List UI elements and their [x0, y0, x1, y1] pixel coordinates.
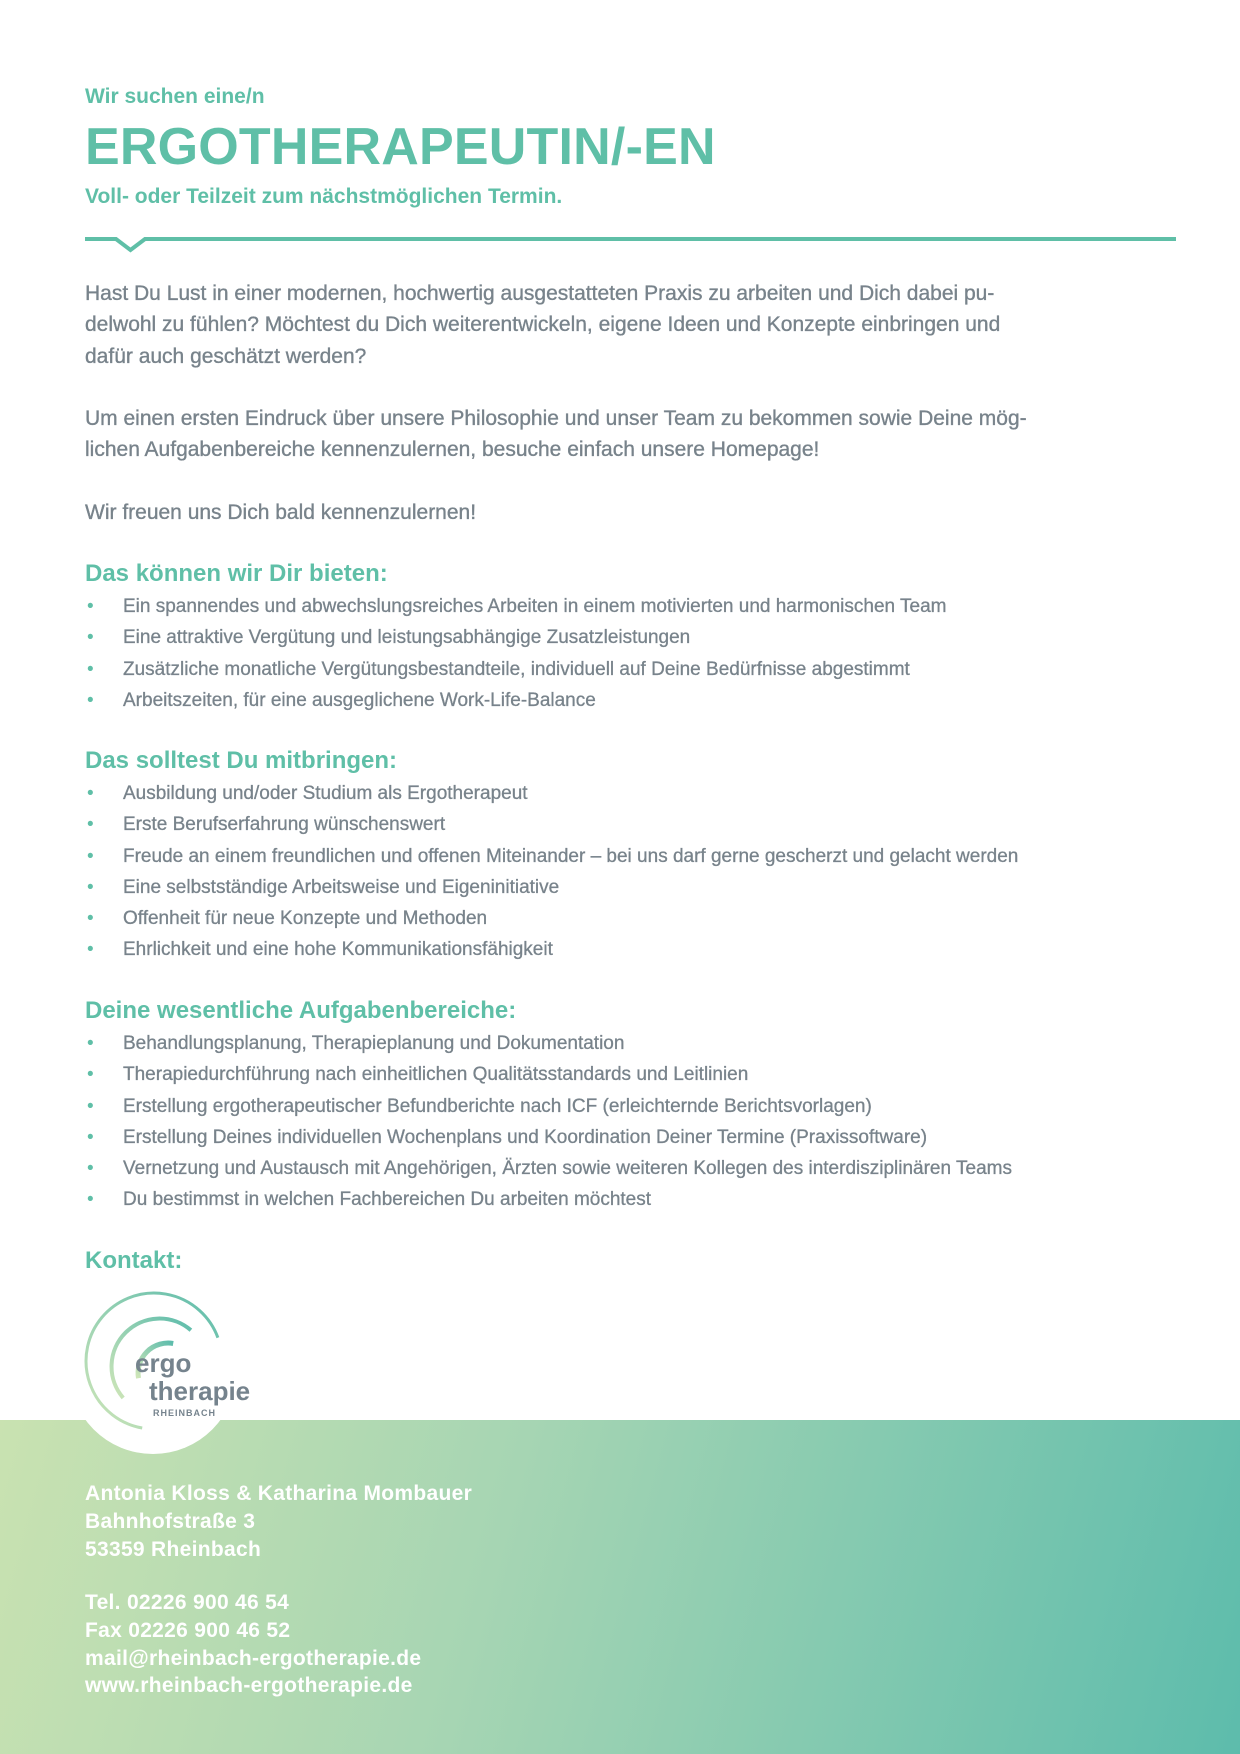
- contact-phone: Tel. 02226 900 46 54: [85, 1591, 290, 1614]
- bullet-dot-icon: [85, 654, 123, 685]
- bullet-dot-icon: [85, 1028, 123, 1059]
- contact-street: Bahnhofstraße 3: [85, 1509, 256, 1533]
- ergotherapie-logo: [60, 1275, 290, 1465]
- list-item: [85, 654, 947, 685]
- list-item: [85, 1028, 1012, 1059]
- list-item-text: Ausbildung und/oder Studium als Ergotherapeut: [123, 783, 528, 804]
- list-item: [85, 903, 1018, 934]
- list-item: [85, 1059, 1012, 1090]
- bullet-dot-icon: [85, 841, 123, 872]
- list-item: [85, 778, 1018, 809]
- offer-heading: Das können wir Dir bieten:: [85, 560, 388, 587]
- requirements-list: [85, 778, 1018, 966]
- bullet-dot-icon: [85, 872, 123, 903]
- job-title: ERGOTHERAPEUTIN/-EN: [85, 118, 716, 176]
- paragraph-line: lichen Aufgabenbereiche kennenzulernen, besuche einfach unsere Homepage!: [85, 438, 820, 462]
- offer-list: [85, 591, 947, 716]
- list-item-text: Offenheit für neue Konzepte und Methoden: [123, 908, 488, 930]
- list-item: [85, 1184, 1012, 1215]
- list-item-text: Freude an einem freundlichen und offenen Miteinander – bei uns darf gerne gescherzt und gelacht werden: [123, 845, 1019, 867]
- contact-heading: Kontakt:: [85, 1247, 183, 1274]
- paragraph-line: delwohl zu fühlen? Möchtest du Dich weiterentwickeln, eigene Ideen und Konzepte einbringen und: [85, 313, 1001, 337]
- list-item-text: Vernetzung und Austausch mit Angehörigen, Ärzten sowie weiteren Kollegen des interdisziplinären Teams: [123, 1158, 1012, 1180]
- list-item: [85, 1153, 1012, 1184]
- list-item: [85, 872, 1018, 903]
- list-item-text: Zusätzliche monatliche Vergütungsbestandteile, individuell auf Deine Bedürfnisse abgestimmt: [123, 658, 910, 680]
- paragraph-line: Hast Du Lust in einer modernen, hochwertig ausgestatteten Praxis zu arbeiten und Dich dabei pu-: [85, 282, 995, 305]
- list-item: [85, 622, 947, 653]
- bullet-dot-icon: [85, 1059, 123, 1090]
- logo-word-ergo: ergo: [135, 1348, 192, 1378]
- contact-email: mail@rheinbach-ergotherapie.de: [85, 1646, 422, 1670]
- list-item-text: Erstellung Deines individuellen Wochenplans und Koordination Deiner Termine (Praxissoftware): [123, 1126, 928, 1148]
- bullet-dot-icon: [85, 809, 123, 840]
- list-item: [85, 591, 947, 622]
- list-item-text: Eine selbstständige Arbeitsweise und Eigeninitiative: [123, 876, 560, 898]
- requirements-heading: Das solltest Du mitbringen:: [85, 747, 398, 774]
- bullet-dot-icon: [85, 778, 123, 809]
- logo-word-therapie: therapie: [149, 1376, 251, 1406]
- list-item-text: Eine attraktive Vergütung und leistungsabhängige Zusatzleistungen: [123, 627, 691, 649]
- bullet-dot-icon: [85, 685, 123, 716]
- paragraph-line: dafür auch geschätzt werden?: [85, 344, 367, 368]
- tasks-heading: Deine wesentliche Aufgabenbereiche:: [85, 997, 517, 1024]
- list-item: [85, 841, 1018, 872]
- list-item: [85, 1122, 1012, 1153]
- contact-communication: [85, 1589, 421, 1700]
- list-item: [85, 685, 947, 716]
- bullet-dot-icon: [85, 1122, 123, 1153]
- list-item-text: Arbeitszeiten, für eine ausgeglichene Work-Life-Balance: [123, 689, 596, 711]
- job-subtitle: Voll- oder Teilzeit zum nächstmöglichen Termin.: [85, 185, 563, 208]
- contact-city: 53359 Rheinbach: [85, 1537, 262, 1561]
- contact-fax: Fax 02226 900 46 52: [85, 1618, 291, 1642]
- tasks-list: [85, 1028, 1012, 1216]
- bullet-dot-icon: [85, 903, 123, 934]
- list-item: [85, 934, 1018, 965]
- bullet-dot-icon: [85, 622, 123, 653]
- list-item-text: Ehrlichkeit und eine hohe Kommunikationsfähigkeit: [123, 939, 553, 961]
- list-item-text: Erste Berufserfahrung wünschenswert: [123, 814, 446, 836]
- contact-website: www.rheinbach-ergotherapie.de: [85, 1674, 413, 1698]
- kicker-text: Wir suchen eine/n: [85, 85, 265, 108]
- intro-paragraph: [85, 403, 1027, 466]
- paragraph-line: Wir freuen uns Dich bald kennenzulernen!: [85, 501, 477, 524]
- logo-word-place: RHEINBACH: [153, 1408, 216, 1418]
- intro-paragraph: [85, 278, 1000, 372]
- divider-chevron-icon: [85, 230, 1176, 254]
- bullet-dot-icon: [85, 934, 123, 965]
- list-item-text: Du bestimmst in welchen Fachbereichen Du arbeiten möchtest: [123, 1189, 652, 1211]
- bullet-dot-icon: [85, 1091, 123, 1122]
- contact-names: Antonia Kloss & Katharina Mombauer: [85, 1482, 473, 1505]
- bullet-dot-icon: [85, 1153, 123, 1184]
- list-item-text: Ein spannendes und abwechslungsreiches Arbeiten in einem motivierten und harmonischen Team: [123, 596, 947, 617]
- bullet-dot-icon: [85, 591, 123, 622]
- intro-paragraph: [85, 497, 476, 528]
- paragraph-line: Um einen ersten Eindruck über unsere Philosophie und unser Team zu bekommen sowie Deine mög-: [85, 407, 1027, 430]
- bullet-dot-icon: [85, 1184, 123, 1215]
- footer-gradient-band: [0, 1420, 1240, 1754]
- list-item-text: Therapiedurchführung nach einheitlichen Qualitätsstandards und Leitlinien: [123, 1064, 749, 1086]
- contact-address: [85, 1480, 472, 1563]
- list-item: [85, 1091, 1012, 1122]
- list-item: [85, 809, 1018, 840]
- list-item-text: Erstellung ergotherapeutischer Befundberichte nach ICF (erleichternde Berichtsvorlagen): [123, 1095, 872, 1117]
- list-item-text: Behandlungsplanung, Therapieplanung und Dokumentation: [123, 1033, 625, 1054]
